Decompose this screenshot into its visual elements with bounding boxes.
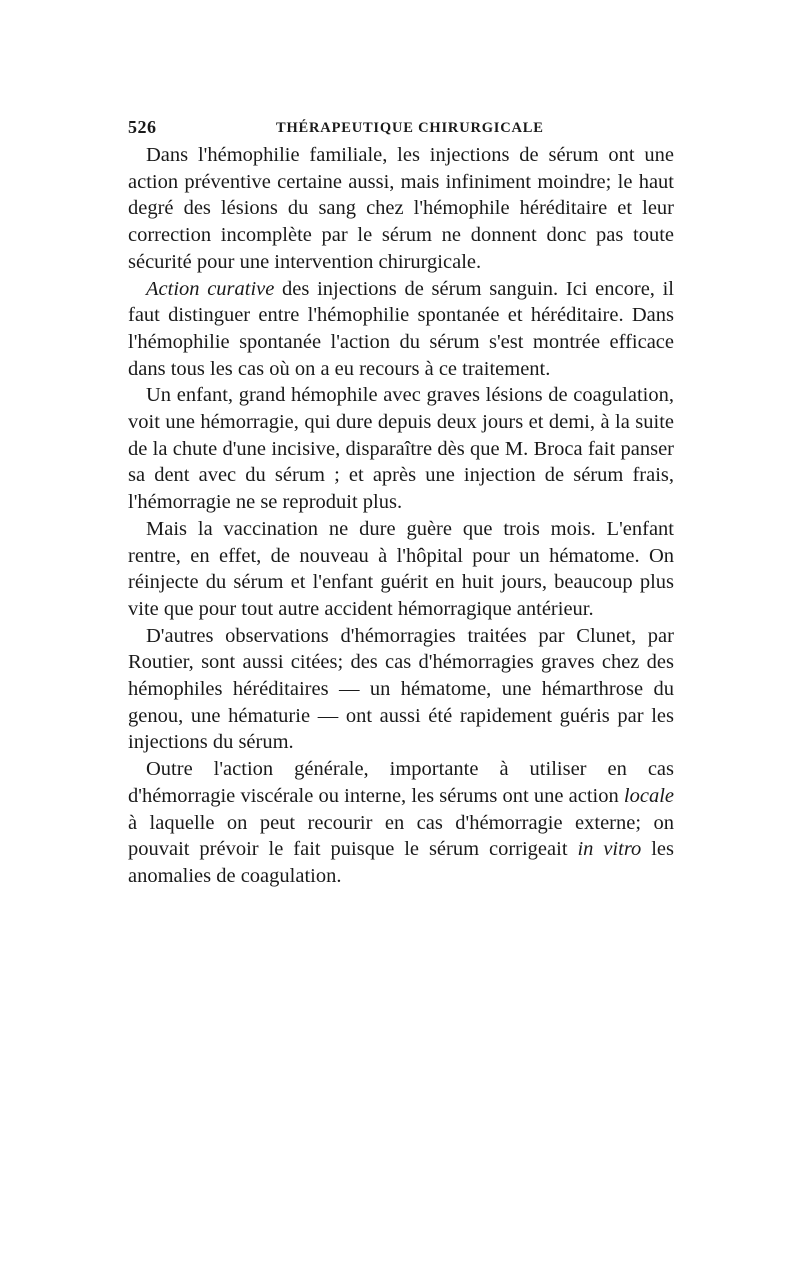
running-head	[128, 112, 674, 142]
running-title: THÉRAPEUTIQUE CHIRURGICALE	[276, 120, 544, 136]
paragraph-2	[128, 276, 674, 383]
paragraph-1	[128, 142, 674, 276]
paragraph-5	[128, 623, 674, 757]
paragraph-6-italic-in-vitro: in vitro	[577, 838, 642, 861]
page-number: 526	[128, 117, 157, 137]
paragraph-2-text: des injections de sérum sanguin. Ici encore, il faut distinguer entre l'hémophilie spontanée et héréditaire. Dans l'hémophilie spontanée l'action du sérum s'est montrée efficace dans tous les cas où on a eu recours à ce traitement.	[128, 277, 675, 380]
paragraph-3	[128, 382, 674, 516]
paragraph-6	[128, 756, 674, 890]
paragraph-6-text-a: Outre l'action générale, importante à utiliser en cas d'hémorragie viscérale ou interne, les sérums ont une action	[128, 758, 674, 807]
paragraph-6-text-b: à laquelle on peut recourir en cas d'hémorragie externe; on pouvait prévoir le fait puisque le sérum corrigeait	[128, 811, 674, 861]
paragraph-6-italic-locale: locale	[623, 784, 674, 807]
paragraph-4	[128, 516, 674, 623]
body-text	[128, 142, 674, 890]
paragraph-6-text-c: les anomalies de coagulation.	[128, 838, 674, 887]
paragraph-4-text: Mais la vaccination ne dure guère que trois mois. L'enfant rentre, en effet, de nouveau à l'hôpital pour un hématome. On réinjecte du sérum et l'enfant guérit en huit jours, beaucoup plus vite que pour tout autre accident hémorragique antérieur.	[128, 517, 674, 620]
paragraph-3-text: Un enfant, grand hémophile avec graves lésions de coagulation, voit une hémorragie, qui dure depuis deux jours et demi, à la suite de la chute d'une incisive, disparaître dès que M. Broca fait panser sa dent avec du sérum ; et après une injection de sérum frais, l'hémorragie ne se reproduit plus.	[128, 384, 674, 514]
paragraph-1-text: Dans l'hémophilie familiale, les injections de sérum ont une action préventive certaine aussi, mais infiniment moindre; le haut degré des lésions du sang chez l'hémophile héréditaire et leur correction incomplète par le sérum ne donnent donc pas toute sécurité pour une intervention chirurgicale.	[128, 144, 674, 273]
paragraph-2-italic-lead: Action curative	[146, 277, 275, 300]
page	[128, 112, 674, 890]
paragraph-5-text: D'autres observations d'hémorragies traitées par Clunet, par Routier, sont aussi citées; des cas d'hémorragies graves chez des hémophiles héréditaires — un hématome, une hémarthrose du genou, une hématurie — ont aussi été rapidement guéris par les injections du sérum.	[128, 624, 674, 754]
